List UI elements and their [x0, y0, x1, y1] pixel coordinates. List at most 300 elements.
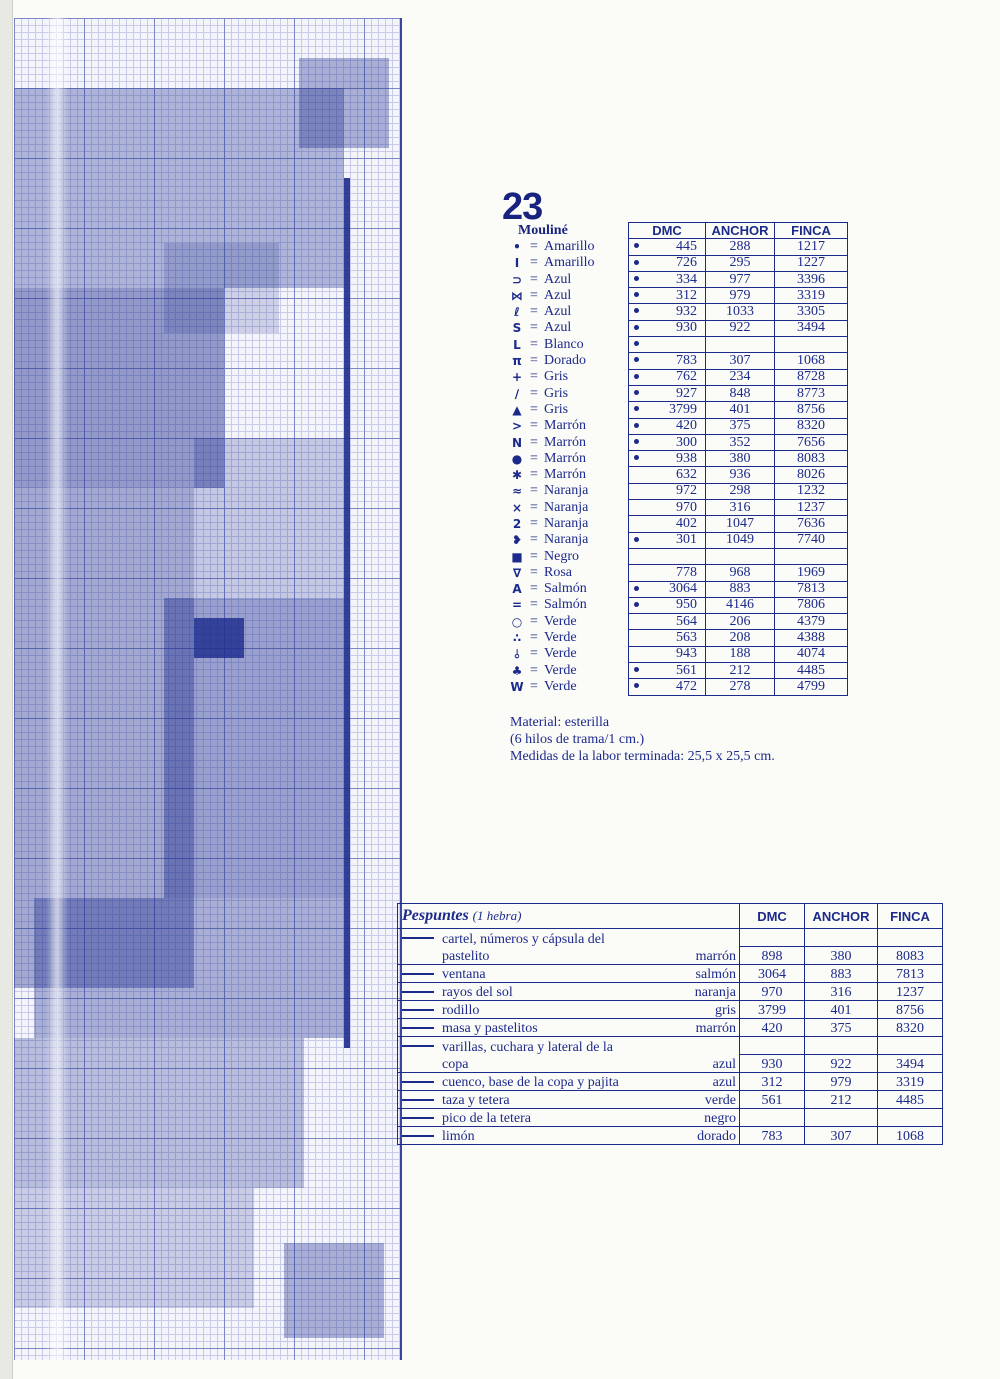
color-name-cell: Blanco	[544, 336, 584, 352]
thread-swatch-mark	[634, 390, 639, 395]
symbol-cell: S	[512, 321, 522, 336]
dmc-cell: 762	[629, 369, 706, 385]
key-row	[508, 548, 848, 564]
key-row	[508, 353, 848, 369]
color-name-cell: Salmón	[544, 597, 587, 613]
dmc-cell: 970	[740, 983, 805, 1001]
backstitch-description: copa azul	[398, 1055, 740, 1073]
key-row	[508, 288, 848, 304]
equals-sign: =	[530, 499, 538, 515]
equals-sign: =	[530, 564, 538, 580]
thread-swatch-mark	[634, 406, 639, 411]
key-row	[508, 418, 848, 434]
finca-cell: 8026	[775, 467, 848, 483]
chart-number: 23	[502, 186, 543, 228]
thread-swatch-mark	[634, 667, 639, 672]
symbol-cell: N	[511, 435, 523, 450]
finca-cell	[878, 1037, 943, 1055]
finca-cell: 4799	[775, 679, 848, 695]
backstitch-description: limón dorado	[398, 1127, 740, 1145]
anchor-cell: 922	[706, 320, 775, 336]
color-name-cell: Verde	[544, 678, 577, 694]
symbol-cell: ∇	[512, 565, 522, 580]
header-dmc: DMC	[740, 904, 805, 929]
anchor-cell: 208	[706, 630, 775, 646]
thread-swatch-mark	[634, 439, 639, 444]
finca-cell: 3396	[775, 271, 848, 287]
equals-sign: =	[530, 613, 538, 629]
dmc-cell	[629, 548, 706, 564]
dmc-cell: 783	[629, 353, 706, 369]
chart-pattern-graphic	[14, 18, 400, 1360]
color-name-cell: Verde	[544, 662, 577, 678]
symbol-cell: π	[512, 354, 522, 369]
anchor-cell: 979	[706, 288, 775, 304]
backstitch-row	[398, 1127, 943, 1145]
key-row	[508, 467, 848, 483]
thread-swatch-mark	[634, 276, 639, 281]
backstitch-row	[398, 1091, 943, 1109]
equals-sign: =	[530, 548, 538, 564]
anchor-cell	[706, 548, 775, 564]
anchor-cell: 401	[805, 1001, 878, 1019]
symbol-cell: ⋈	[511, 288, 523, 303]
anchor-cell: 1047	[706, 516, 775, 532]
thread-swatch-mark	[634, 423, 639, 428]
key-row	[508, 239, 848, 255]
equals-sign: =	[530, 385, 538, 401]
backstitch-table-block	[397, 903, 943, 1145]
color-name-cell: Gris	[544, 401, 569, 417]
finca-cell: 1217	[775, 239, 848, 255]
thread-swatch-mark	[634, 341, 639, 346]
header-anchor: ANCHOR	[706, 223, 775, 239]
key-row	[508, 369, 848, 385]
dmc-cell	[740, 1109, 805, 1127]
equals-sign: =	[530, 255, 538, 271]
anchor-cell: 922	[805, 1055, 878, 1073]
backstitch-description: pastelito marrón	[398, 947, 740, 965]
thread-swatch-mark	[634, 586, 639, 591]
dmc-cell: 472	[629, 679, 706, 695]
key-row	[508, 255, 848, 271]
equals-sign: =	[530, 401, 538, 417]
symbol-cell: ❥	[511, 533, 523, 548]
dmc-cell: 778	[629, 565, 706, 581]
color-name-cell: Naranja	[544, 483, 589, 499]
color-name-cell: Verde	[544, 630, 577, 646]
symbol-cell: ≈	[511, 484, 523, 499]
anchor-cell: 968	[706, 565, 775, 581]
backstitch-description: varillas, cuchara y lateral de la	[398, 1037, 740, 1055]
anchor-cell: 295	[706, 255, 775, 271]
color-name-cell: Gris	[544, 369, 569, 385]
backstitch-color-name: marrón	[695, 1021, 736, 1036]
backstitch-description: pico de la tetera negro	[398, 1109, 740, 1127]
finca-cell: 7813	[878, 965, 943, 983]
backstitch-line-sample	[402, 991, 434, 993]
finca-cell: 8320	[775, 418, 848, 434]
backstitch-line-sample	[402, 1135, 434, 1137]
thread-type-label: Mouliné	[518, 223, 568, 238]
symbol-cell: I	[514, 256, 520, 271]
equals-sign: =	[530, 467, 538, 483]
finca-cell	[878, 929, 943, 947]
anchor-cell: 307	[706, 353, 775, 369]
color-name-cell: Rosa	[544, 564, 572, 580]
dmc-cell: 938	[629, 451, 706, 467]
backstitch-color-name: azul	[712, 1057, 736, 1072]
dmc-cell: 943	[629, 646, 706, 662]
anchor-cell: 883	[706, 581, 775, 597]
equals-sign: =	[530, 287, 538, 303]
backstitch-row	[398, 1073, 943, 1091]
key-row	[508, 630, 848, 646]
backstitch-color-name: negro	[704, 1111, 736, 1126]
color-name-cell: Verde	[544, 646, 577, 662]
anchor-cell: 380	[706, 451, 775, 467]
anchor-cell: 375	[706, 418, 775, 434]
thread-swatch-mark	[634, 683, 639, 688]
backstitch-line-sample	[402, 1045, 434, 1047]
equals-sign: =	[530, 581, 538, 597]
color-name-cell: Azul	[544, 320, 572, 336]
backstitch-description: ventana salmón	[398, 965, 740, 983]
equals-sign: =	[530, 304, 538, 320]
anchor-cell: 298	[706, 483, 775, 499]
key-row	[508, 320, 848, 336]
equals-sign: =	[530, 678, 538, 694]
finca-cell: 7636	[775, 516, 848, 532]
finca-cell: 1227	[775, 255, 848, 271]
key-header-row	[508, 223, 848, 239]
anchor-cell: 188	[706, 646, 775, 662]
symbol-cell: +	[511, 370, 523, 385]
finca-cell: 4485	[775, 663, 848, 679]
symbol-cell: ⫰	[514, 647, 520, 662]
dmc-cell: 420	[629, 418, 706, 434]
backstitch-row	[398, 947, 943, 965]
thread-swatch-mark	[634, 292, 639, 297]
equals-sign: =	[530, 646, 538, 662]
key-row	[508, 581, 848, 597]
symbol-cell: ∕	[514, 386, 520, 401]
equals-sign: =	[530, 434, 538, 450]
backstitch-description: rayos del sol naranja	[398, 983, 740, 1001]
finca-cell: 1237	[775, 500, 848, 516]
symbol-cell: =	[511, 598, 523, 613]
page-binding-edge	[0, 0, 13, 1379]
symbol-cell: ⊃	[511, 272, 523, 287]
key-row	[508, 516, 848, 532]
anchor-cell	[805, 929, 878, 947]
backstitch-row	[398, 1055, 943, 1073]
symbol-cell: •	[513, 239, 521, 254]
symbol-cell: >	[511, 419, 523, 434]
backstitch-line-sample	[402, 1027, 434, 1029]
finca-cell: 7740	[775, 532, 848, 548]
dmc-cell: 334	[629, 271, 706, 287]
color-name-cell: Salmón	[544, 581, 587, 597]
key-row	[508, 385, 848, 401]
finca-cell: 1969	[775, 565, 848, 581]
backstitch-line-sample	[402, 937, 434, 939]
finca-cell: 8773	[775, 385, 848, 401]
finca-cell: 8728	[775, 369, 848, 385]
symbol-cell: L	[513, 337, 521, 352]
finca-cell: 8320	[878, 1019, 943, 1037]
backstitch-color-name: gris	[715, 1003, 736, 1018]
anchor-cell: 206	[706, 614, 775, 630]
finca-cell: 7813	[775, 581, 848, 597]
thread-swatch-mark	[634, 374, 639, 379]
symbol-cell: ♣	[511, 663, 523, 678]
symbol-cell: 2	[512, 516, 522, 531]
equals-sign: =	[530, 597, 538, 613]
anchor-cell	[706, 337, 775, 353]
dmc-cell: 445	[629, 239, 706, 255]
finca-cell: 1237	[878, 983, 943, 1001]
finca-cell: 4388	[775, 630, 848, 646]
color-name-cell: Naranja	[544, 532, 589, 548]
thread-swatch-mark	[634, 537, 639, 542]
backstitch-description: cuenco, base de la copa y pajita azul	[398, 1073, 740, 1091]
finca-cell	[775, 337, 848, 353]
symbol-cell: ℓ	[514, 305, 520, 320]
anchor-cell: 1049	[706, 532, 775, 548]
dmc-cell: 783	[740, 1127, 805, 1145]
finca-cell: 1068	[878, 1127, 943, 1145]
key-row	[508, 483, 848, 499]
key-row	[508, 532, 848, 548]
symbol-cell: W	[510, 679, 524, 694]
page-fold-crease	[46, 18, 68, 1360]
backstitch-line-sample	[402, 1009, 434, 1011]
backstitch-line-sample	[402, 973, 434, 975]
dmc-cell	[740, 929, 805, 947]
dmc-cell: 420	[740, 1019, 805, 1037]
dmc-cell: 972	[629, 483, 706, 499]
backstitch-color-name: azul	[712, 1075, 736, 1090]
dmc-cell: 970	[629, 500, 706, 516]
thread-swatch-mark	[634, 455, 639, 460]
color-name-cell: Azul	[544, 304, 572, 320]
dmc-cell: 3799	[740, 1001, 805, 1019]
material-threads-line: (6 hilos de trama/1 cm.)	[510, 732, 645, 747]
finca-cell: 8756	[878, 1001, 943, 1019]
dmc-cell: 930	[740, 1055, 805, 1073]
symbol-cell: ✱	[511, 468, 523, 483]
symbol-cell: ×	[511, 500, 523, 515]
finca-cell: 4485	[878, 1091, 943, 1109]
anchor-cell: 936	[706, 467, 775, 483]
dmc-cell: 932	[629, 304, 706, 320]
dmc-cell: 402	[629, 516, 706, 532]
finca-cell: 8083	[775, 451, 848, 467]
key-row	[508, 597, 848, 613]
key-row	[508, 500, 848, 516]
anchor-cell: 848	[706, 385, 775, 401]
anchor-cell: 1033	[706, 304, 775, 320]
backstitch-color-name: salmón	[695, 967, 736, 982]
key-row	[508, 565, 848, 581]
backstitch-line-sample	[402, 1081, 434, 1083]
finca-cell: 8756	[775, 402, 848, 418]
finca-cell	[775, 548, 848, 564]
backstitch-description: rodillo gris	[398, 1001, 740, 1019]
equals-sign: =	[530, 532, 538, 548]
backstitch-color-name: dorado	[697, 1129, 736, 1144]
equals-sign: =	[530, 630, 538, 646]
dmc-cell: 561	[629, 663, 706, 679]
dmc-cell: 563	[629, 630, 706, 646]
color-name-cell: Marrón	[544, 418, 586, 434]
dmc-cell: 301	[629, 532, 706, 548]
backstitch-row	[398, 1109, 943, 1127]
anchor-cell: 977	[706, 271, 775, 287]
material-info	[510, 714, 775, 765]
color-name-cell: Naranja	[544, 499, 589, 515]
backstitch-description: cartel, números y cápsula del	[398, 929, 740, 947]
equals-sign: =	[530, 238, 538, 254]
dmc-cell	[629, 337, 706, 353]
header-dmc: DMC	[629, 223, 706, 239]
anchor-cell: 288	[706, 239, 775, 255]
backstitch-description: masa y pastelitos marrón	[398, 1019, 740, 1037]
anchor-cell: 380	[805, 947, 878, 965]
color-name-cell: Amarillo	[544, 238, 595, 254]
thread-swatch-mark	[634, 357, 639, 362]
color-name-cell: Verde	[544, 613, 577, 629]
dmc-cell: 950	[629, 597, 706, 613]
backstitch-title: Pespuntes (1 hebra)	[398, 904, 740, 929]
symbol-cell: ■	[511, 549, 523, 564]
key-row	[508, 679, 848, 695]
anchor-cell: 4146	[706, 597, 775, 613]
dmc-cell: 3799	[629, 402, 706, 418]
color-key-table	[508, 222, 848, 696]
key-row	[508, 304, 848, 320]
dmc-cell	[740, 1037, 805, 1055]
color-name-cell: Dorado	[544, 353, 586, 369]
anchor-cell: 278	[706, 679, 775, 695]
equals-sign: =	[530, 369, 538, 385]
anchor-cell: 979	[805, 1073, 878, 1091]
symbol-cell: ∴	[512, 631, 522, 646]
equals-sign: =	[530, 353, 538, 369]
key-row	[508, 663, 848, 679]
backstitch-row	[398, 1001, 943, 1019]
finca-cell	[878, 1109, 943, 1127]
equals-sign: =	[530, 483, 538, 499]
equals-sign: =	[530, 320, 538, 336]
anchor-cell: 212	[805, 1091, 878, 1109]
dmc-cell: 927	[629, 385, 706, 401]
anchor-cell: 307	[805, 1127, 878, 1145]
finca-cell: 7806	[775, 597, 848, 613]
finca-cell: 3305	[775, 304, 848, 320]
backstitch-line-sample	[402, 1099, 434, 1101]
header-finca: FINCA	[878, 904, 943, 929]
equals-sign: =	[530, 662, 538, 678]
color-name-cell: Naranja	[544, 515, 589, 531]
finca-cell: 1068	[775, 353, 848, 369]
finca-cell: 3494	[878, 1055, 943, 1073]
finca-cell: 3319	[878, 1073, 943, 1091]
anchor-cell: 316	[805, 983, 878, 1001]
finca-cell: 4074	[775, 646, 848, 662]
backstitch-row	[398, 1019, 943, 1037]
symbol-cell: ○	[511, 614, 523, 629]
material-line: Material: esterilla	[510, 715, 610, 730]
finca-cell: 8083	[878, 947, 943, 965]
anchor-cell: 401	[706, 402, 775, 418]
dmc-cell: 3064	[740, 965, 805, 983]
anchor-cell: 352	[706, 434, 775, 450]
key-row	[508, 434, 848, 450]
key-row	[508, 402, 848, 418]
key-row	[508, 451, 848, 467]
header-finca: FINCA	[775, 223, 848, 239]
equals-sign: =	[530, 515, 538, 531]
backstitch-row	[398, 929, 943, 947]
color-name-cell: Amarillo	[544, 255, 595, 271]
color-name-cell: Marrón	[544, 434, 586, 450]
key-row	[508, 337, 848, 353]
anchor-cell: 212	[706, 663, 775, 679]
equals-sign: =	[530, 418, 538, 434]
thread-swatch-mark	[634, 243, 639, 248]
anchor-cell: 234	[706, 369, 775, 385]
dmc-cell: 3064	[629, 581, 706, 597]
backstitch-line-sample	[402, 1117, 434, 1119]
anchor-cell: 316	[706, 500, 775, 516]
cross-stitch-chart	[14, 18, 402, 1360]
dmc-cell: 561	[740, 1091, 805, 1109]
backstitch-color-name: marrón	[695, 949, 736, 964]
backstitch-row	[398, 965, 943, 983]
backstitch-description: taza y tetera verde	[398, 1091, 740, 1109]
equals-sign: =	[530, 271, 538, 287]
color-name-cell: Marrón	[544, 450, 586, 466]
thread-swatch-mark	[634, 260, 639, 265]
backstitch-row	[398, 983, 943, 1001]
thread-swatch-mark	[634, 602, 639, 607]
backstitch-row	[398, 1037, 943, 1055]
finca-cell: 4379	[775, 614, 848, 630]
backstitch-color-name: naranja	[694, 985, 736, 1000]
equals-sign: =	[530, 450, 538, 466]
key-row	[508, 271, 848, 287]
dmc-cell: 564	[629, 614, 706, 630]
dmc-cell: 930	[629, 320, 706, 336]
finca-cell: 3494	[775, 320, 848, 336]
dmc-cell: 632	[629, 467, 706, 483]
dmc-cell: 300	[629, 434, 706, 450]
anchor-cell: 883	[805, 965, 878, 983]
thread-swatch-mark	[634, 325, 639, 330]
key-row	[508, 614, 848, 630]
dmc-cell: 312	[740, 1073, 805, 1091]
anchor-cell: 375	[805, 1019, 878, 1037]
equals-sign: =	[530, 336, 538, 352]
backstitch-header-row	[398, 904, 943, 929]
thread-swatch-mark	[634, 308, 639, 313]
symbol-cell: A	[512, 582, 522, 597]
color-name-cell: Azul	[544, 287, 572, 303]
dmc-cell: 898	[740, 947, 805, 965]
symbol-cell: ●	[511, 451, 523, 466]
